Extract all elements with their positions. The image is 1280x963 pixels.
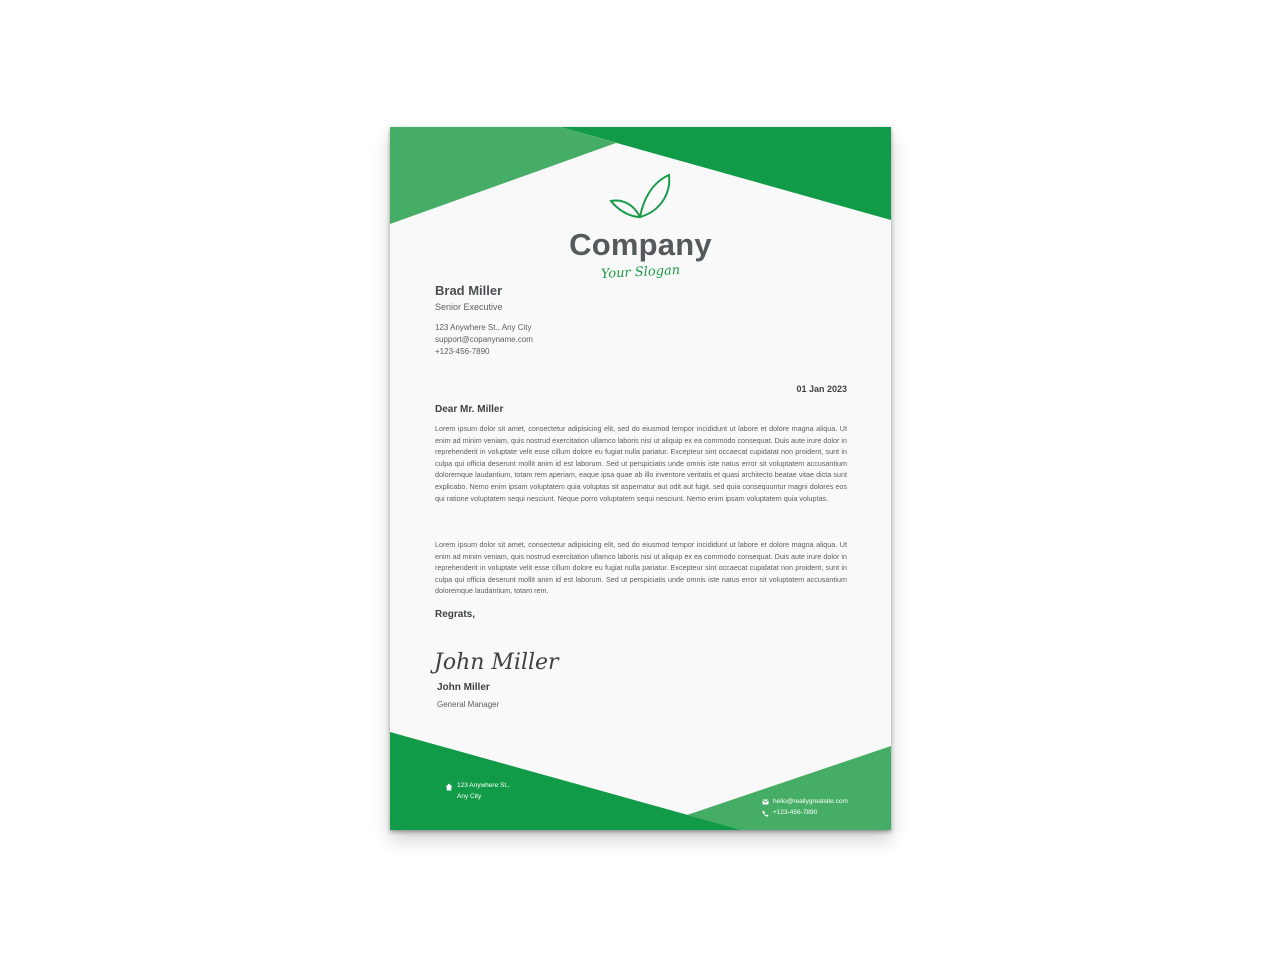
footer-address (457, 781, 510, 802)
salutation: Dear Mr. Miller (435, 404, 504, 415)
sender-address: 123 Anywhere St., Any City (435, 323, 532, 332)
closing: Regrats, (435, 609, 476, 620)
company-name: Company (569, 227, 712, 262)
body-paragraph-2: Lorem ipsum dolor sit amet, consectetur adipisicing elit, sed do eiusmod tempor incididunt ut labore et dolore magna aliqua. Ut enim ad minim veniam, quis nostrud exercitation ullamco laboris nisi ut aliquip ex ea commodo consequat. Duis aute irure dolor in reprehenderit in voluptate velit esse cillum dolore eu fugiat nulla pariatur. Excepteur sint occaecat cupidatat non proident, sunt in culpa qui officia deserunt mollit anim id est laborum. Sed ut perspiciatis unde omnis iste natus error sit voluptatem accusantium doloremque laudantium, totam rem. (435, 540, 847, 596)
home-icon (445, 783, 453, 791)
leaf-logo-icon (607, 171, 675, 223)
sender-name: Brad Miller (435, 283, 503, 298)
svg-text:John Miller: John Miller (434, 650, 559, 675)
footer-address-line2: Any City (457, 792, 482, 800)
top-left-shape (390, 127, 616, 224)
letter-date: 01 Jan 2023 (796, 384, 847, 394)
sender-title: Senior Executive (435, 302, 503, 312)
signer-title: General Manager (437, 700, 500, 709)
company-slogan: Your Slogan (600, 262, 681, 283)
body-paragraph-1: Lorem ipsum dolor sit amet, consectetur adipisicing elit, sed do eiusmod tempor incididunt ut labore et dolore magna aliqua. Ut enim ad minim veniam, quis nostrud exercitation ullamco laboris nisi ut aliquip ex ea commodo consequat. Duis aute irure dolor in reprehenderit in voluptate velit esse cillum dolore eu fugiat nulla pariatur. Excepteur sint occaecat cupidatat non proident, sunt in culpa qui officia deserunt mollit anim id est laborum. Sed ut perspiciatis unde omnis iste natus error sit voluptatem accusantium doloremque laudantium, totam rem aperiam, eaque ipsa quae ab illo inventore veritatis et quasi architecto beatae vitae dicta sunt explicabo. Nemo enim ipsam voluptatem quia voluptas sit aspernatur aut odit aut fugit, sed quia consequuntur magni dolores eos qui ratione voluptatem sequi nesciunt. Neque porro voluptatem sequi nesciunt. Nemo enim ipsam voluptatem quia voluptas. (435, 424, 847, 503)
letterhead-page (390, 127, 891, 830)
signer-name: John Miller (437, 682, 490, 693)
mail-icon (762, 799, 769, 805)
footer-address-line1: 123 Anywhere St., (457, 782, 510, 789)
handwritten-signature (432, 639, 559, 679)
phone-icon (762, 810, 769, 817)
sender-email: support@copanyname.com (435, 335, 533, 344)
footer-email[interactable]: hello@reallygreatsite.com (773, 798, 848, 805)
sender-phone: +123-456-7890 (435, 347, 490, 356)
footer-phone: +123-456-7890 (773, 809, 818, 816)
